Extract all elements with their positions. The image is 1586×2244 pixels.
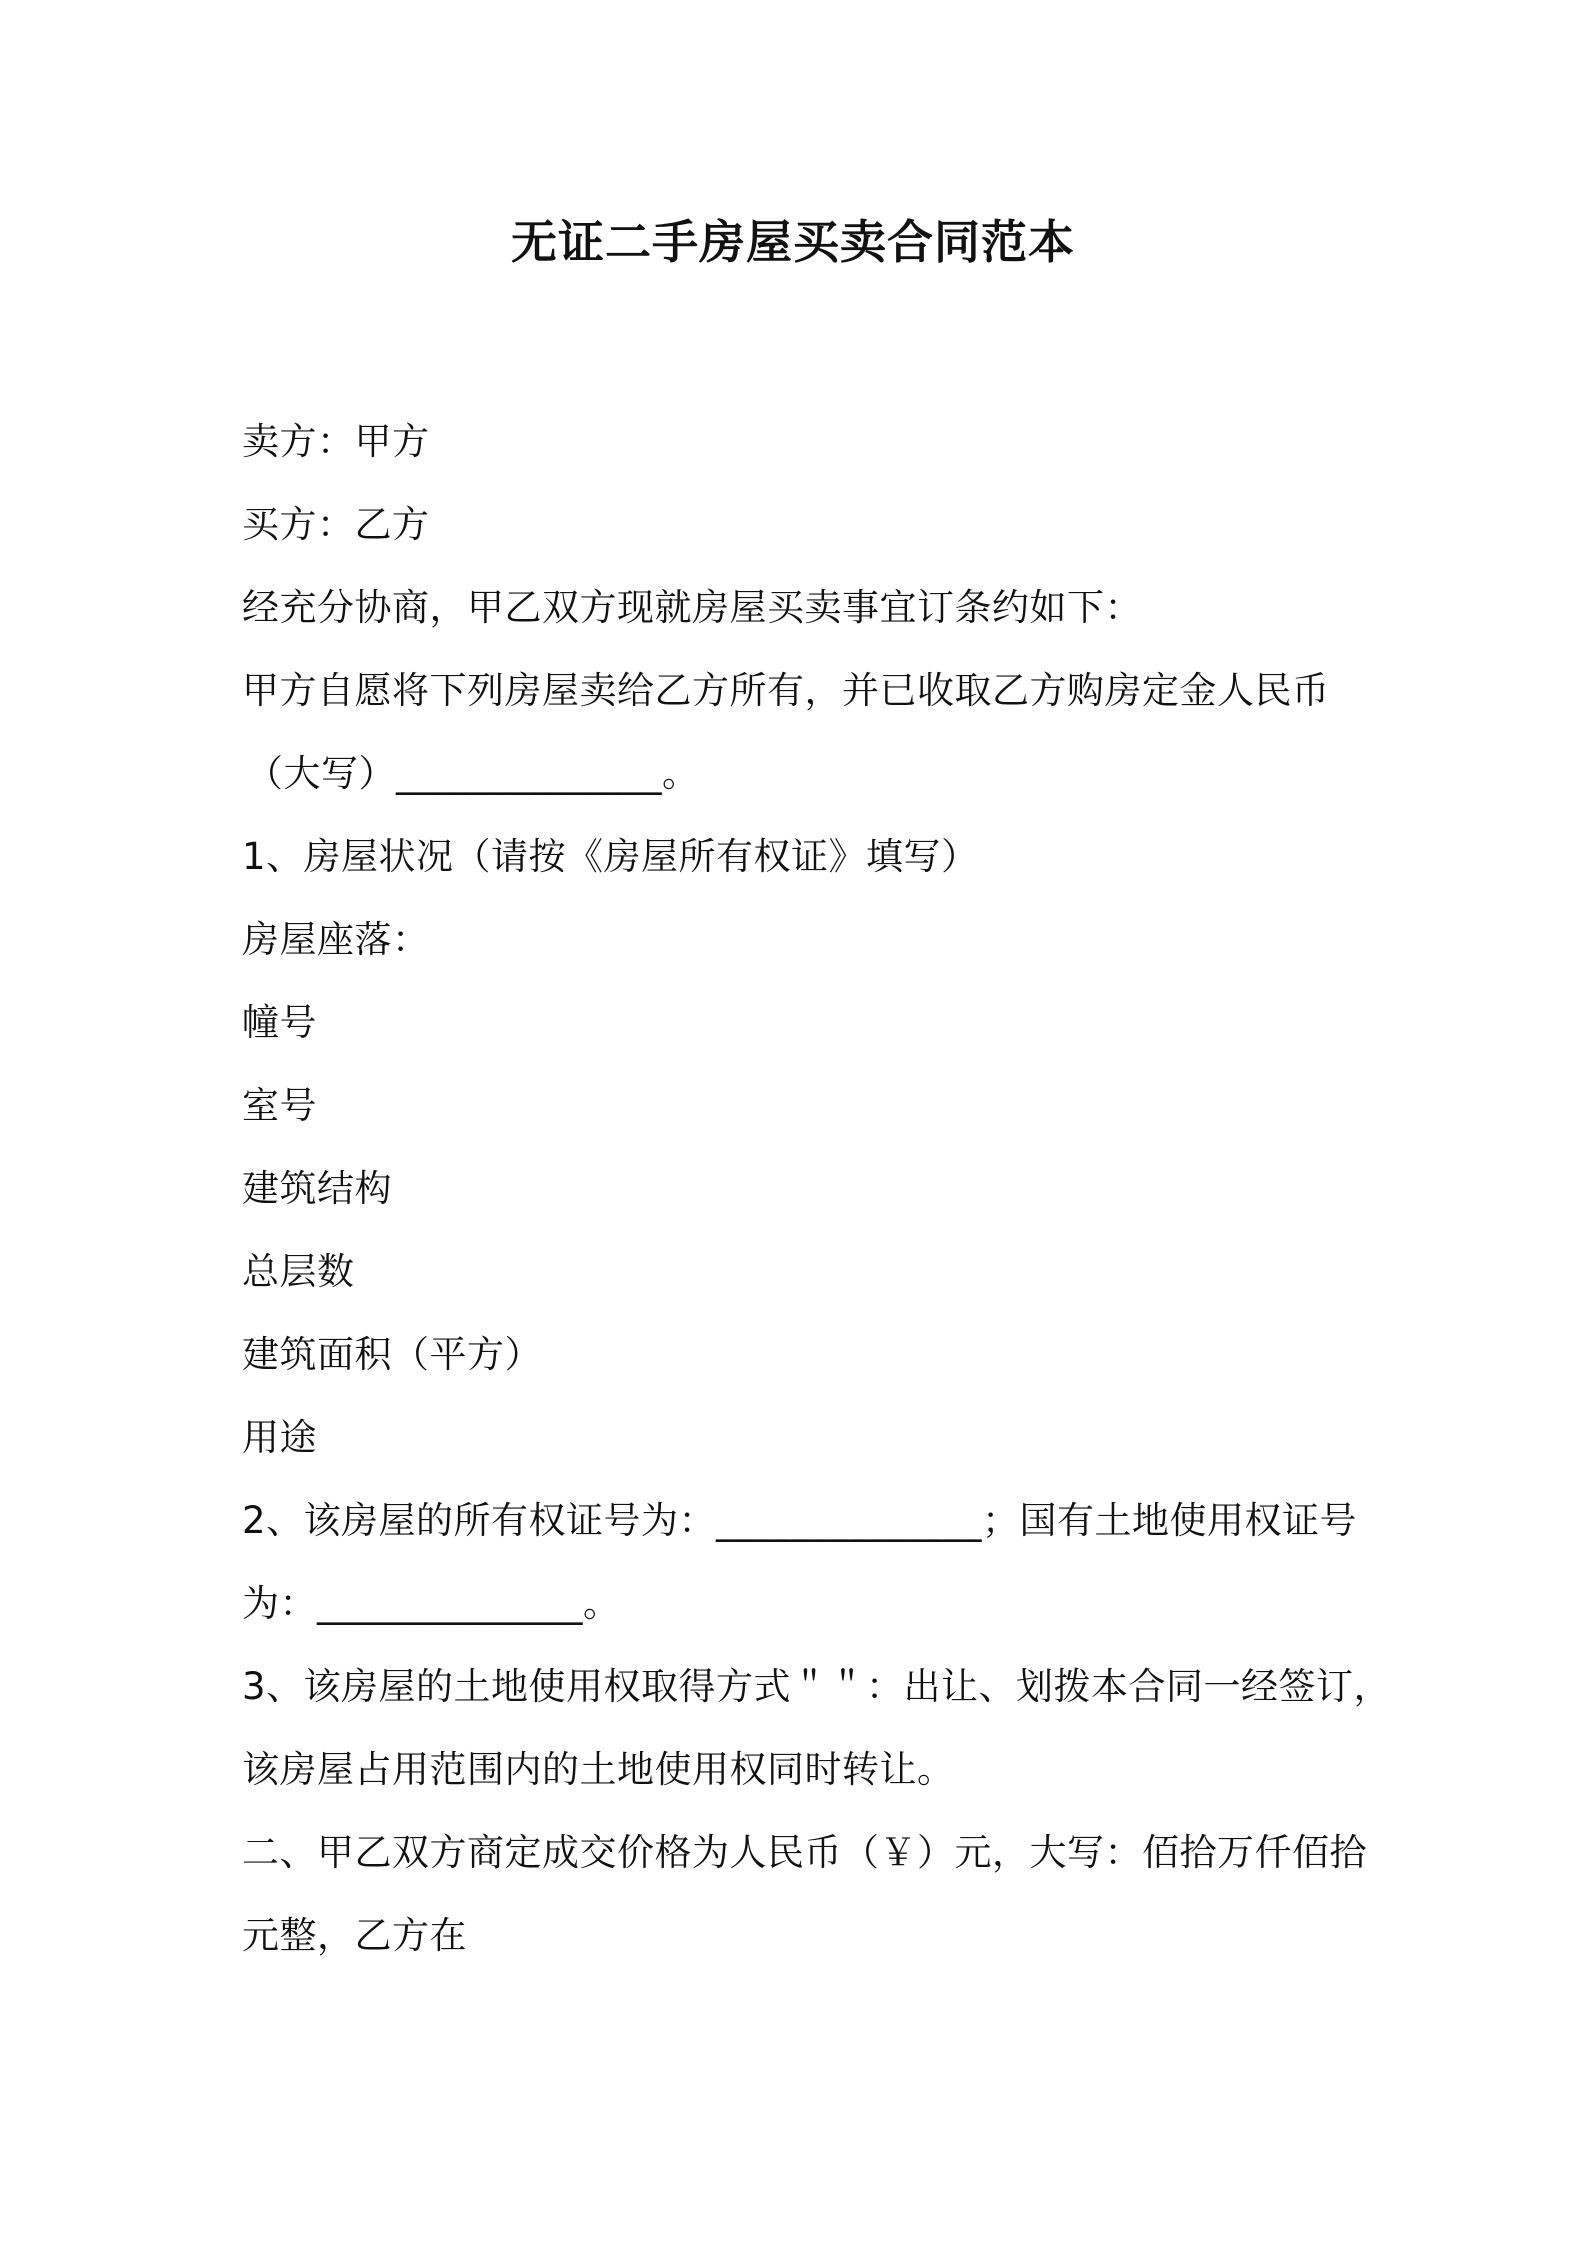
total-floors-field: 总层数: [242, 1250, 355, 1293]
floor-area-field: 建筑面积（平方）: [242, 1333, 542, 1376]
section-2-line-1: 二、甲乙双方商定成交价格为人民币（￥）元，大写：佰拾万仟佰拾: [242, 1831, 1367, 1874]
clause-2-line-2: 为：______________。: [242, 1582, 621, 1625]
deposit-line: 甲方自愿将下列房屋卖给乙方所有，并已收取乙方购房定金人民币: [242, 669, 1330, 712]
room-number-field: 室号: [242, 1084, 317, 1127]
usage-field: 用途: [242, 1416, 317, 1459]
clause-3-line-1: 3、该房屋的土地使用权取得方式＂＂：出让、划拨本合同一经签订，: [242, 1665, 1392, 1708]
deposit-amount-line: （大写）______________。: [246, 752, 700, 795]
clause-1-heading: 1、房屋状况（请按《房屋所有权证》填写）: [242, 835, 979, 878]
section-2-line-2: 元整，乙方在: [242, 1914, 467, 1957]
document-body: [242, 400, 1392, 1977]
buyer-line: 买方：乙方: [242, 503, 430, 546]
seller-line: 卖方：甲方: [242, 420, 430, 463]
structure-field: 建筑结构: [242, 1167, 392, 1210]
document-title: 无证二手房屋买卖合同范本: [511, 215, 1075, 269]
clause-3-line-2: 该房屋占用范围内的土地使用权同时转让。: [242, 1748, 955, 1791]
building-number-field: 幢号: [242, 1001, 317, 1044]
preamble-line: 经充分协商，甲乙双方现就房屋买卖事宜订条约如下：: [242, 586, 1142, 629]
location-field: 房屋座落：: [242, 918, 430, 961]
clause-2-line-1: 2、该房屋的所有权证号为：______________；国有土地使用权证号: [242, 1499, 1358, 1542]
